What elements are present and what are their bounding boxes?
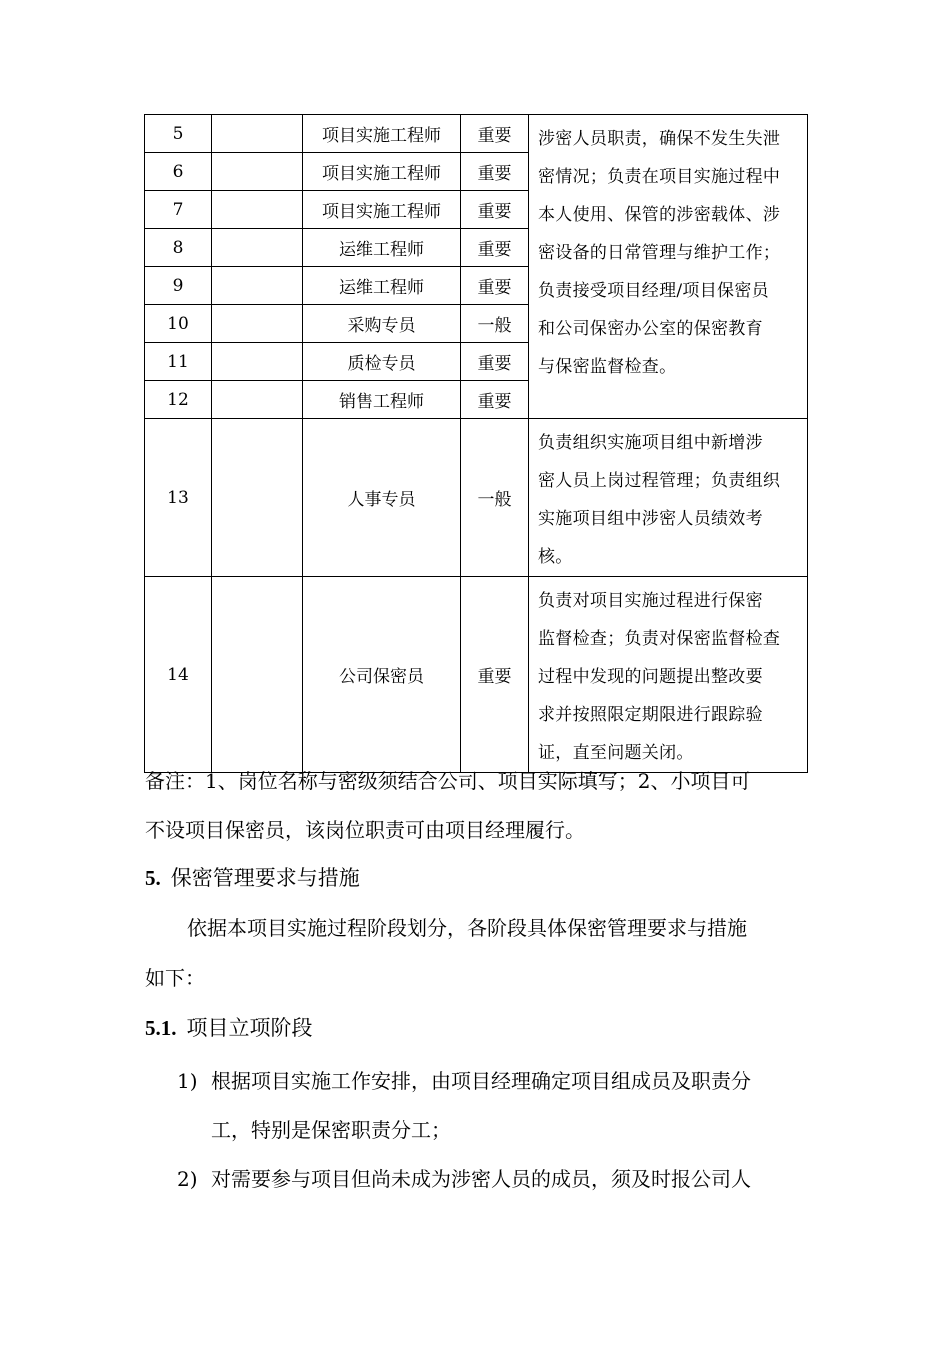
- row-number: 7: [145, 191, 212, 229]
- duty-line: 和公司保密办公室的保密教育: [538, 319, 763, 339]
- list-marker: 1): [177, 1069, 198, 1093]
- secrecy-level: 重要: [461, 191, 529, 229]
- row-number: 5: [145, 115, 212, 153]
- secrecy-level: 重要: [461, 153, 529, 191]
- duty-line: 负责接受项目经理/项目保密员: [538, 281, 769, 301]
- list-item-line: 根据项目实施工作安排，由项目经理确定项目组成员及职责分: [211, 1069, 751, 1093]
- duty-line: 涉密人员职责，确保不发生失泄: [538, 129, 781, 149]
- table-row: [145, 577, 808, 773]
- table-row: [145, 115, 808, 153]
- subsection-heading: [145, 1014, 313, 1042]
- duty-line: 密人员上岗过程管理；负责组织: [538, 471, 781, 491]
- duty-line: 核。: [538, 547, 573, 567]
- secrecy-level: 重要: [461, 381, 529, 419]
- row-number: 6: [145, 153, 212, 191]
- secrecy-level: 重要: [461, 343, 529, 381]
- secrecy-level: 重要: [461, 577, 529, 773]
- empty-cell: [212, 267, 303, 305]
- row-number: 10: [145, 305, 212, 343]
- post-name: 项目实施工程师: [303, 191, 461, 229]
- duty-line: 过程中发现的问题提出整改要: [538, 667, 763, 687]
- empty-cell: [212, 381, 303, 419]
- row-number: 12: [145, 381, 212, 419]
- section-title: 保密管理要求与措施: [170, 866, 360, 890]
- subsection-title: 项目立项阶段: [186, 1016, 313, 1040]
- table-note-line: 不设项目保密员，该岗位职责可由项目经理履行。: [145, 818, 585, 842]
- empty-cell: [212, 343, 303, 381]
- empty-cell: [212, 153, 303, 191]
- post-name: 人事专员: [303, 419, 461, 577]
- duty-description: [529, 577, 808, 773]
- duty-description: [529, 115, 808, 419]
- secrecy-level: 一般: [461, 419, 529, 577]
- list-item-line: 工，特别是保密职责分工；: [211, 1118, 451, 1142]
- post-name: 运维工程师: [303, 229, 461, 267]
- post-name: 项目实施工程师: [303, 115, 461, 153]
- duty-line: 实施项目组中涉密人员绩效考: [538, 509, 763, 529]
- post-name: 销售工程师: [303, 381, 461, 419]
- table-row: [145, 419, 808, 577]
- section-heading: [145, 864, 360, 892]
- empty-cell: [212, 115, 303, 153]
- duty-line: 证，直至问题关闭。: [538, 743, 694, 763]
- post-name: 质检专员: [303, 343, 461, 381]
- empty-cell: [212, 305, 303, 343]
- secrecy-level: 重要: [461, 267, 529, 305]
- secrecy-level: 重要: [461, 115, 529, 153]
- empty-cell: [212, 191, 303, 229]
- duty-line: 密情况；负责在项目实施过程中: [538, 167, 781, 187]
- row-number: 11: [145, 343, 212, 381]
- row-number: 13: [145, 419, 212, 577]
- duty-line: 密设备的日常管理与维护工作；: [538, 243, 781, 263]
- secrecy-level: 一般: [461, 305, 529, 343]
- row-number: 9: [145, 267, 212, 305]
- duty-line: 负责对项目实施过程进行保密: [538, 591, 763, 611]
- list-marker: 2): [177, 1167, 198, 1191]
- paragraph-line: 依据本项目实施过程阶段划分，各阶段具体保密管理要求与措施: [187, 916, 747, 940]
- row-number: 14: [145, 577, 212, 773]
- duty-description: [529, 419, 808, 577]
- empty-cell: [212, 577, 303, 773]
- post-name: 采购专员: [303, 305, 461, 343]
- empty-cell: [212, 229, 303, 267]
- row-number: 8: [145, 229, 212, 267]
- duty-line: 与保密监督检查。: [538, 357, 677, 377]
- post-name: 公司保密员: [303, 577, 461, 773]
- post-name: 项目实施工程师: [303, 153, 461, 191]
- subsection-number: 5.1.: [145, 1016, 177, 1040]
- post-name: 运维工程师: [303, 267, 461, 305]
- duty-line: 监督检查；负责对保密监督检查: [538, 629, 781, 649]
- empty-cell: [212, 419, 303, 577]
- paragraph-line: 如下：: [145, 966, 205, 990]
- duty-line: 本人使用、保管的涉密载体、涉: [538, 205, 781, 225]
- duty-line: 负责组织实施项目组中新增涉: [538, 433, 763, 453]
- duty-line: 求并按照限定期限进行跟踪验: [538, 705, 763, 725]
- table-note-line: 备注：1、岗位名称与密级须结合公司、项目实际填写；2、小项目可: [145, 769, 751, 793]
- section-number: 5.: [145, 866, 161, 890]
- roles-table: [144, 114, 808, 773]
- secrecy-level: 重要: [461, 229, 529, 267]
- list-item-line: 对需要参与项目但尚未成为涉密人员的成员，须及时报公司人: [211, 1167, 751, 1191]
